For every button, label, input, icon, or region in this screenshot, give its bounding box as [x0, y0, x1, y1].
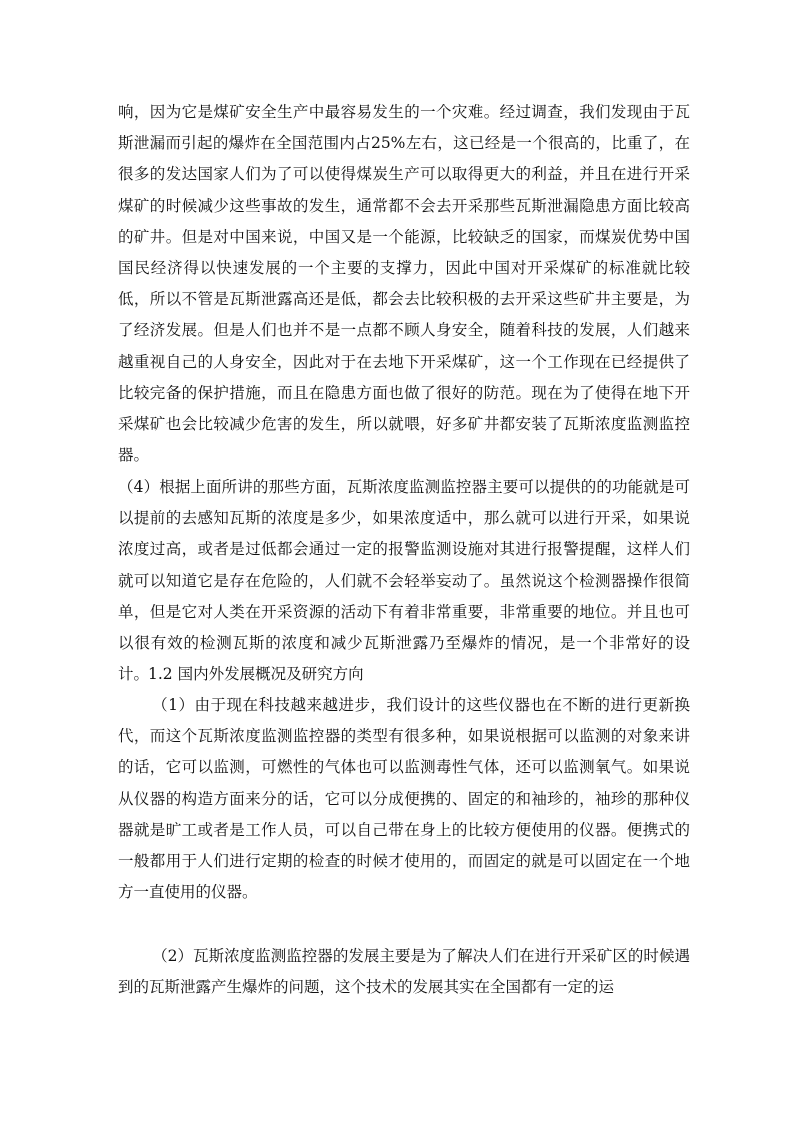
paragraph-item-1: （1）由于现在科技越来越进步，我们设计的这些仪器也在不断的进行更新换代，而这个瓦斯浓度监测监控器的类型有很多种，如果说根据可以监测的对象来讲的话，它可以监测，可燃性的气体也可以监测毒性气体，还可以监测氧气。如果说从仪器的构造方面来分的话，它可以分成便携的、固定的和袖珍的，袖珍的那种仪器就是旷工或者是工作人员，可以自己带在身上的比较方便使用的仪器。便携式的一般都用于人们进行定期的检查的时候才使用的，而固定的就是可以固定在一个地方一直使用的仪器。	[118, 696, 690, 902]
paragraph-item-2: （2）瓦斯浓度监测监控器的发展主要是为了解决人们在进行开采矿区的时候遇到的瓦斯泄露产生爆炸的问题，这个技术的发展其实在全国都有一定的运	[118, 947, 690, 997]
section-heading-1-2: 1.2 国内外发展概况及研究方向	[148, 665, 364, 683]
paragraph-body-1: 响，因为它是煤矿安全生产中最容易发生的一个灾难。经过调查，我们发现由于瓦斯泄漏而引起的爆炸在全国范围内占25%左右，这已经是一个很高的，比重了，在很多的发达国家人们为了可以使得煤炭生产可以取得更大的利益，并且在进行开采煤矿的时候减少这些事故的发生，通常都不会去开采那些瓦斯泄漏隐患方面比较高的矿井。但是对中国来说，中国又是一个能源，比较缺乏的国家，而煤炭优势中国国民经济得以快速发展的一个主要的支撑力，因此中国对开采煤矿的标准就比较低，所以不管是瓦斯泄露高还是低，都会去比较积极的去开采这些矿井主要是，为了经济发展。但是人们也并不是一点都不顾人身安全，随着科技的发展，人们越来越重视自己的人身安全，因此对于在去地下开采煤矿，这一个工作现在已经提供了比较完备的保护措施，而且在隐患方面也做了很好的防范。现在为了使得在地下开采煤矿也会比较减少危害的发生，所以就喂，好多矿井都安装了瓦斯浓度监测监控器。	[118, 103, 690, 465]
paragraph-item-4: （4）根据上面所讲的那些方面，瓦斯浓度监测监控器主要可以提供的的功能就是可以提前的去感知瓦斯的浓度是多少，如果浓度适中，那么就可以进行开采，如果说浓度过高，或者是过低都会通过一定的报警监测设施对其进行报警提醒，这样人们就可以知道它是存在危险的，人们就不会轻举妄动了。虽然说这个检测器操作很简单，但是它对人类在开采资源的活动下有着非常重要，非常重要的地位。并且也可以很有效的检测瓦斯的浓度和减少瓦斯泄露乃至爆炸的情况，是一个非常好的设计。	[118, 478, 690, 684]
